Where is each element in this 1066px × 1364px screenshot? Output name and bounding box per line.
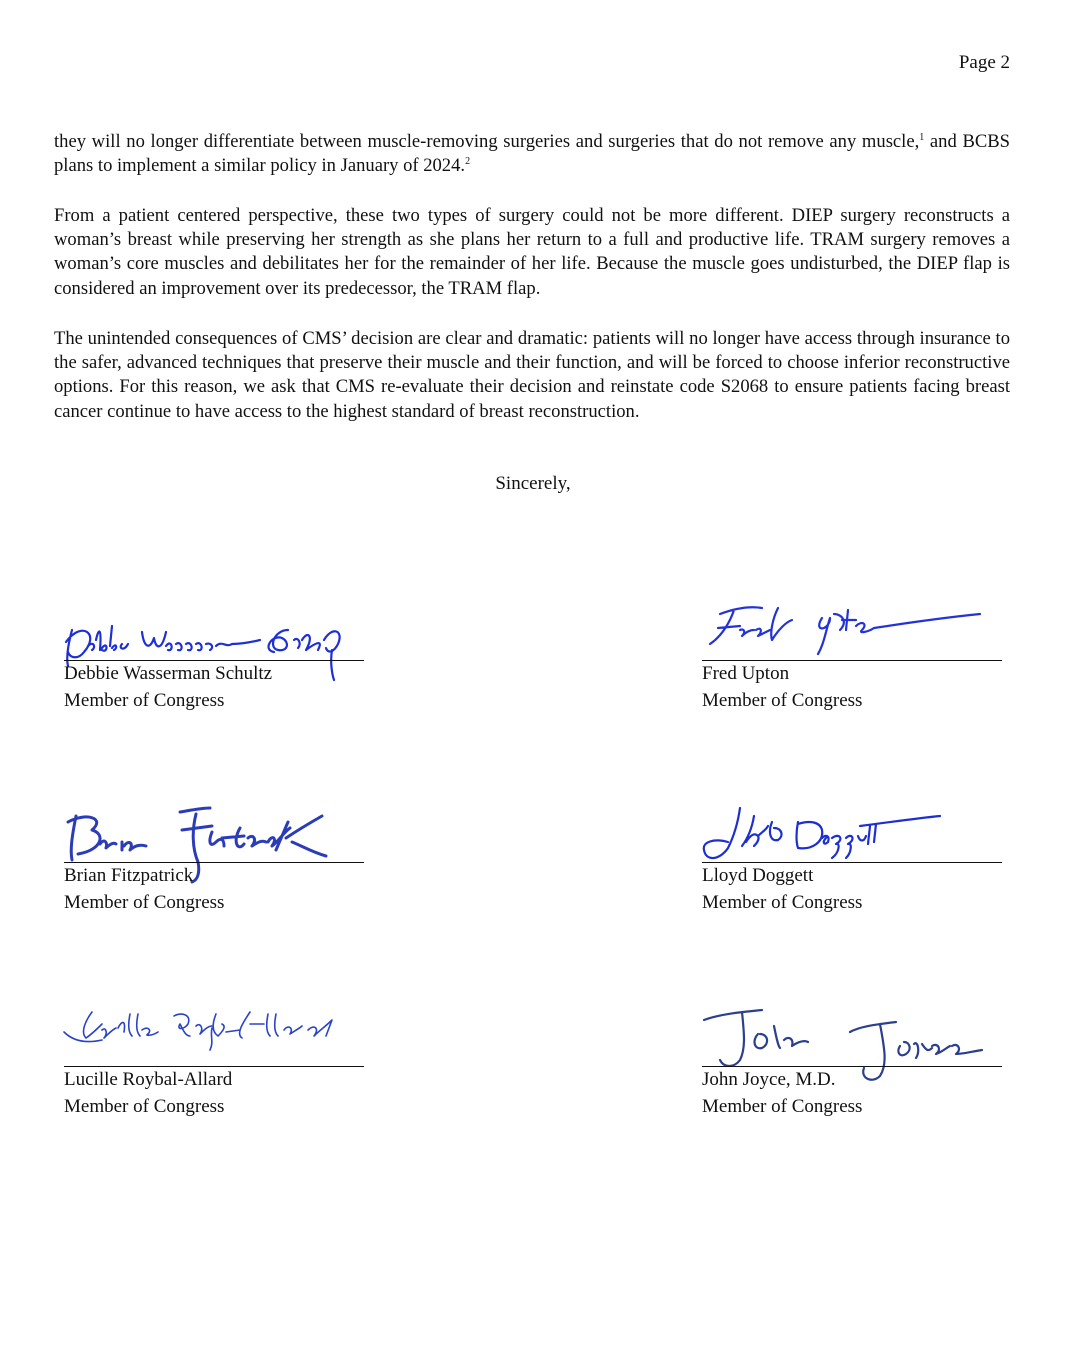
paragraph-2: From a patient centered perspective, these two types of surgery could not be more different. DIEP surgery reconstructs a woman’s breast while preserving her strength as she plans her return to a full and productive life. TRAM surgery removes a woman’s core muscles and debilitates her for the remainder of her life. Because the muscle goes undisturbed, the DIEP flap is considered an improvement over its predecessor, the TRAM flap. [54, 205, 1010, 299]
footnote-ref-2[interactable]: 2 [465, 156, 471, 168]
signature-block-fitzpatrick [64, 802, 364, 942]
footnote-ref-1[interactable]: 1 [919, 132, 925, 143]
signatory-name: Fred Upton [702, 663, 790, 684]
signature-block-joyce [702, 1006, 1002, 1146]
signatory-title: Member of Congress [702, 690, 863, 711]
signatory-name: Brian Fitzpatrick [64, 865, 194, 886]
paragraph-3: The unintended consequences of CMS’ decision are clear and dramatic: patients will no longer have access through insurance to the safer, advanced techniques that preserve their muscle and their function, and will be forced to choose inferior reconstructive options. For this reason, we ask that CMS re-evaluate their decision and reinstate code S2068 to ensure patients facing breast cancer continue to have access to the highest standard of breast reconstruction. [54, 328, 1010, 422]
signatory-name: Lloyd Doggett [702, 865, 814, 886]
paragraph-1 [54, 130, 1010, 178]
signatory-title: Member of Congress [64, 892, 225, 913]
signatory-title: Member of Congress [64, 1096, 225, 1117]
paragraph-1-text-a: they will no longer differentiate between muscle-removing surgeries and surgeries that do not remove any muscle, [54, 131, 920, 152]
signatory-title: Member of Congress [64, 690, 225, 711]
closing-salutation: Sincerely, [495, 473, 571, 494]
signatory-name: John Joyce, M.D. [702, 1069, 836, 1090]
signature-block-roybal-allard [64, 1006, 364, 1146]
signature-block-upton [702, 600, 1002, 740]
signature-block-wasserman-schultz [64, 600, 364, 740]
signatory-title: Member of Congress [702, 1096, 863, 1117]
signatory-name: Lucille Roybal-Allard [64, 1069, 233, 1090]
signatory-name: Debbie Wasserman Schultz [64, 663, 273, 684]
signatory-title: Member of Congress [702, 892, 863, 913]
paragraph-1-text-b: and BCBS plans to implement a similar policy in January of 2024. [54, 131, 1010, 177]
signature-block-doggett [702, 802, 1002, 942]
page-number: Page 2 [958, 52, 1010, 73]
